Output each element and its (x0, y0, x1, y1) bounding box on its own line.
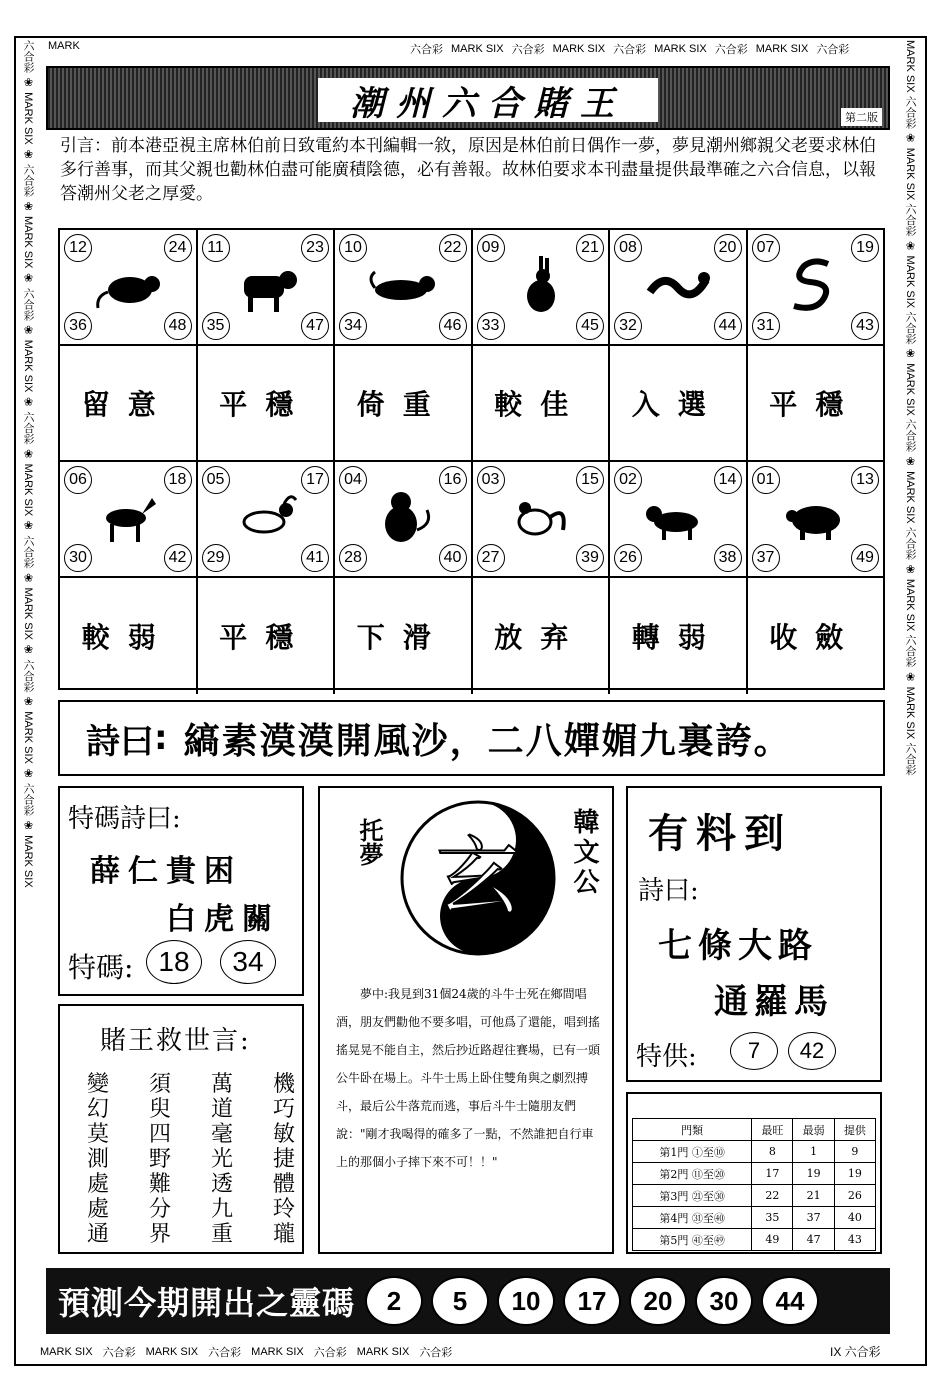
zodiac-number: 01 (752, 466, 780, 494)
poem-banner (58, 700, 885, 776)
watermark-lhc: 六合彩 (410, 44, 443, 56)
table-row (633, 1185, 876, 1207)
zodiac-cell (748, 462, 884, 576)
table-header: 門類 (633, 1119, 752, 1141)
watermark-lhc: 六合彩 (511, 44, 545, 56)
gambler-words-column: 須臾四野難分界 (148, 1072, 171, 1247)
zodiac-number: 34 (339, 312, 367, 340)
watermark-marksix: MARK SIX (904, 578, 916, 632)
table-header: 最弱 (793, 1119, 834, 1141)
zodiac-number: 17 (301, 466, 329, 494)
pig-icon (780, 484, 850, 550)
phrase-cell (60, 346, 198, 460)
special-poem-line2: 白虎關 (166, 902, 280, 937)
zodiac-cell (610, 462, 748, 576)
zodiac-phrase: 平穩 (769, 388, 862, 421)
zodiac-number: 28 (339, 544, 367, 572)
zodiac-number: 05 (202, 466, 230, 494)
watermark-lhc: 六合彩 (904, 742, 916, 776)
zodiac-number: 16 (439, 466, 467, 494)
watermark-marksix: MARK SIX (22, 215, 34, 269)
zodiac-number: 35 (202, 312, 230, 340)
watermark-lhc: 六合彩 (816, 44, 850, 56)
phrase-cell (335, 346, 473, 460)
table-row (633, 1229, 876, 1251)
watermark-marksix: MARK SIX (451, 43, 504, 55)
rooster-icon (505, 484, 575, 550)
zodiac-number: 29 (202, 544, 230, 572)
watermark-marksix: MARK SIX (40, 1346, 93, 1358)
watermark-marksix: MARK SIX (251, 1346, 304, 1358)
watermark-marksix: MARK SIX (552, 43, 606, 55)
zodiac-phrase: 放弃 (494, 621, 587, 654)
dog-icon (642, 484, 712, 550)
zodiac-number: 19 (851, 234, 879, 262)
special-code-label: 特碼: (68, 951, 134, 984)
table-cell: 19 (834, 1163, 875, 1185)
phrase-cell (60, 578, 198, 694)
zodiac-number: 43 (851, 312, 879, 340)
watermark-corner-bottom: IX 六合彩 (830, 1345, 881, 1359)
zodiac-number: 07 (752, 234, 780, 262)
zodiac-number: 32 (614, 312, 642, 340)
special-poem-line1: 薛仁貴困 (90, 854, 242, 889)
watermark-lhc: 六合彩 (22, 782, 34, 816)
watermark-lhc: 六合彩 (419, 1347, 453, 1359)
watermark-lhc: 六合彩 (613, 44, 647, 56)
zodiac-number: 18 (164, 466, 192, 494)
zodiac-number: 12 (64, 234, 92, 262)
prediction-ball: 30 (695, 1276, 753, 1326)
yinyang-emblem (398, 798, 558, 958)
title-bar (46, 66, 890, 130)
tiger-icon (367, 252, 437, 318)
rabbit-icon (505, 252, 575, 318)
watermark-strip-right: MARK SIX 六合彩 ❀ MARK SIX 六合彩 ❀ MARK SIX 六合彩 ❀ MARK SIX 六合彩 ❀ MARK SIX 六合彩 ❀ MARK SIX 六合彩 ❀ MARK SIX 六合彩 (904, 40, 916, 776)
zodiac-cell (60, 230, 198, 344)
poem-colon: : (154, 718, 168, 758)
zodiac-grid (58, 228, 885, 690)
zodiac-number: 48 (164, 312, 192, 340)
table-cell: 第2門 ⑪至⑳ (633, 1163, 752, 1185)
watermark-strip-left: 六合彩 ❀ MARK SIX ❀ 六合彩 ❀ MARK SIX ❀ 六合彩 ❀ MARK SIX ❀ 六合彩 ❀ MARK SIX ❀ 六合彩 ❀ MARK SIX ❀ 六合彩 ❀ MARK SIX ❀ 六合彩 ❀ MARK SIX (22, 40, 34, 888)
monkey-icon (367, 484, 437, 550)
zodiac-number: 31 (752, 312, 780, 340)
zodiac-number: 04 (339, 466, 367, 494)
phrase-row-1 (60, 346, 883, 462)
table-cell: 40 (834, 1207, 875, 1229)
watermark-lhc: 六合彩 (904, 418, 916, 452)
table-cell: 第3門 ㉑至㉚ (633, 1185, 752, 1207)
zodiac-number: 03 (477, 466, 505, 494)
prediction-ball: 44 (761, 1276, 819, 1326)
phrase-cell (473, 346, 611, 460)
zodiac-number: 33 (477, 312, 505, 340)
watermark-marksix: MARK SIX (22, 463, 34, 517)
watermark-lhc: 六合彩 (22, 659, 34, 693)
prediction-ball: 20 (629, 1276, 687, 1326)
phrase-row-2 (60, 578, 883, 694)
watermark-lhc: 六合彩 (313, 1347, 347, 1359)
zodiac-cell (610, 230, 748, 344)
zodiac-phrase: 入選 (631, 388, 724, 421)
prediction-ball: 10 (497, 1276, 555, 1326)
watermark-lhc: 六合彩 (22, 287, 34, 321)
zodiac-number: 02 (614, 466, 642, 494)
intro-paragraph: 引言：前本港亞視主席林伯前日致電約本刊編輯一敘，原因是林伯前日偶作一夢，夢見潮州鄉親父老要求林伯多行善事，而其父親也勸林伯盡可能廣積陰德，必有善報。故林伯要求本刊盡量提供最準確之六合信息，以報答潮州父老之厚愛。 (60, 136, 876, 204)
watermark-marksix: MARK SIX (904, 255, 916, 309)
zodiac-cell (198, 230, 336, 344)
zodiac-phrase: 留意 (81, 388, 174, 421)
watermark-marksix: MARK SIX (22, 587, 34, 641)
zodiac-number: 22 (439, 234, 467, 262)
watermark-marksix: MARK SIX (22, 711, 34, 764)
page-title: 潮州六合賭王 (318, 78, 658, 122)
zodiac-number: 37 (752, 544, 780, 572)
gate-table (632, 1118, 876, 1251)
prediction-label: 預測今期開出之靈碼 (58, 1284, 356, 1322)
prediction-balls (365, 1276, 819, 1326)
tip-poem-line2: 通羅馬 (714, 982, 834, 1022)
phrase-cell (198, 578, 336, 694)
watermark-marksix: MARK SIX (654, 43, 707, 55)
zodiac-number: 09 (477, 234, 505, 262)
watermark-lhc: 六合彩 (904, 95, 916, 129)
tip-panel (626, 786, 882, 1082)
zodiac-phrase: 較弱 (81, 621, 174, 654)
poem-label: 詩曰 (86, 721, 154, 762)
table-cell: 第1門 ①至⑩ (633, 1141, 752, 1163)
zodiac-number: 14 (714, 466, 742, 494)
watermark-marksix: MARK SIX (22, 92, 34, 145)
watermark-lhc: 六合彩 (904, 311, 916, 345)
phrase-cell (473, 578, 611, 694)
gambler-words-columns (86, 1072, 296, 1247)
watermark-marksix: MARK SIX (755, 43, 809, 55)
table-row (633, 1141, 876, 1163)
watermark-marksix: MARK SIX (356, 1346, 410, 1358)
zodiac-number: 39 (576, 544, 604, 572)
table-cell: 17 (752, 1163, 793, 1185)
phrase-cell (748, 346, 884, 460)
zodiac-number: 47 (301, 312, 329, 340)
zodiac-row-2 (60, 462, 883, 578)
watermark-lhc: 六合彩 (22, 411, 34, 445)
watermark-lhc: 六合彩 (904, 526, 916, 560)
watermark-lhc: 六合彩 (904, 203, 916, 237)
watermark-strip-bottom (40, 1340, 460, 1364)
zodiac-number: 27 (477, 544, 505, 572)
zodiac-phrase: 較佳 (494, 388, 587, 421)
phrase-cell (748, 578, 884, 694)
prediction-ball: 5 (431, 1276, 489, 1326)
zodiac-number: 15 (576, 466, 604, 494)
ox-icon (230, 252, 300, 318)
watermark-lhc: 六合彩 (904, 634, 916, 668)
phrase-cell (198, 346, 336, 460)
zodiac-number: 23 (301, 234, 329, 262)
watermark-lhc: 六合彩 (208, 1347, 242, 1359)
dream-panel (318, 786, 614, 1254)
zodiac-cell (335, 462, 473, 576)
tip-special-number: 42 (788, 1032, 836, 1070)
zodiac-number: 38 (714, 544, 742, 572)
table-row (633, 1163, 876, 1185)
zodiac-number: 24 (164, 234, 192, 262)
zodiac-cell (198, 462, 336, 576)
zodiac-number: 26 (614, 544, 642, 572)
zodiac-cell (748, 230, 884, 344)
emblem-glyph: 玄 (435, 828, 521, 926)
rat-icon (92, 252, 162, 318)
horse-icon (92, 484, 162, 550)
gambler-words-column: 萬道毫光透九重 (210, 1072, 233, 1247)
zodiac-number: 36 (64, 312, 92, 340)
table-cell: 9 (834, 1141, 875, 1163)
table-cell: 21 (793, 1185, 834, 1207)
table-row (633, 1207, 876, 1229)
dream-left-label: 托夢 (355, 818, 384, 866)
phrase-cell (610, 578, 748, 694)
zodiac-phrase: 平穩 (219, 388, 312, 421)
table-cell: 1 (793, 1141, 834, 1163)
zodiac-row-1 (60, 230, 883, 346)
zodiac-cell (473, 230, 611, 344)
gate-table-panel (626, 1092, 882, 1254)
zodiac-number: 10 (339, 234, 367, 262)
gambler-words-column: 機巧敏捷體玲瓏 (272, 1072, 295, 1247)
zodiac-number: 46 (439, 312, 467, 340)
phrase-cell (335, 578, 473, 694)
zodiac-number: 30 (64, 544, 92, 572)
zodiac-cell (60, 462, 198, 576)
goat-icon (230, 484, 300, 550)
tip-header: 有料到 (648, 811, 792, 857)
special-code-number: 34 (220, 940, 276, 984)
phrase-cell (610, 346, 748, 460)
zodiac-number: 41 (301, 544, 329, 572)
table-cell: 第5門 ㊶至㊾ (633, 1229, 752, 1251)
zodiac-number: 45 (576, 312, 604, 340)
zodiac-phrase: 倚重 (356, 388, 449, 421)
zodiac-number: 11 (202, 234, 230, 262)
dream-story: 夢中:我見到31個24歲的斗牛士死在鄉間唱酒，朋友們勸他不要多唱，可他爲了還能，唱到搖搖晃晃不能自主，然后抄近路趕往賽場，已有一頭公牛卧在場上。斗牛士馬上卧住雙角與之劇烈搏斗，最后公牛落荒而逃，事后斗牛士隨朋友們說："剛才我喝得的確多了一點，不然誰把自行車上的那個小子摔下來不可！！" (336, 987, 601, 1169)
zodiac-number: 44 (714, 312, 742, 340)
watermark-marksix: MARK SIX (904, 363, 916, 416)
watermark-strip-top (410, 36, 890, 62)
table-cell: 47 (793, 1229, 834, 1251)
tip-special-label: 特供: (636, 1042, 697, 1072)
zodiac-cell (473, 462, 611, 576)
zodiac-number: 08 (614, 234, 642, 262)
table-cell: 19 (793, 1163, 834, 1185)
table-cell: 22 (752, 1185, 793, 1207)
special-poem-label: 特碼詩曰: (68, 804, 181, 834)
zodiac-number: 20 (714, 234, 742, 262)
snake-icon (780, 252, 850, 318)
zodiac-number: 42 (164, 544, 192, 572)
tip-poem-label: 詩曰: (638, 876, 699, 906)
special-poem-panel (58, 786, 304, 996)
watermark-lhc: 六合彩 (102, 1347, 136, 1359)
edition-label: 第二版 (841, 108, 882, 126)
watermark-marksix: MARK SIX (904, 471, 916, 524)
zodiac-number: 49 (851, 544, 879, 572)
zodiac-number: 40 (439, 544, 467, 572)
tip-special-number: 7 (730, 1032, 778, 1070)
table-cell: 43 (834, 1229, 875, 1251)
watermark-lhc: 六合彩 (22, 163, 34, 197)
table-cell: 49 (752, 1229, 793, 1251)
watermark-lhc: 六合彩 (22, 40, 34, 73)
zodiac-number: 13 (851, 466, 879, 494)
watermark-marksix: MARK SIX (904, 147, 916, 201)
zodiac-phrase: 轉弱 (631, 621, 724, 654)
dragon-icon (642, 252, 712, 318)
table-cell: 26 (834, 1185, 875, 1207)
watermark-lhc: 六合彩 (22, 535, 34, 569)
prediction-ball: 17 (563, 1276, 621, 1326)
watermark-marksix: MARK SIX (145, 1346, 199, 1358)
table-header-row (633, 1119, 876, 1141)
zodiac-phrase: 下滑 (356, 621, 449, 654)
tip-poem-line1: 七條大路 (658, 926, 818, 966)
watermark-lhc: 六合彩 (714, 44, 748, 56)
table-header: 提供 (834, 1119, 875, 1141)
prediction-ball: 2 (365, 1276, 423, 1326)
table-header: 最旺 (752, 1119, 793, 1141)
watermark-marksix: MARK SIX (22, 339, 34, 393)
table-cell: 8 (752, 1141, 793, 1163)
table-cell: 35 (752, 1207, 793, 1229)
zodiac-number: 06 (64, 466, 92, 494)
watermark-marksix: MARK SIX (904, 40, 916, 93)
zodiac-phrase: 收斂 (769, 621, 862, 654)
special-code-number: 18 (146, 940, 202, 984)
poem-text: 縞素漠漠開風沙，二八嬋媚九裏誇。 (183, 720, 792, 762)
watermark-corner-top: MARK (48, 40, 80, 52)
watermark-marksix: MARK SIX (904, 686, 916, 740)
table-cell: 第4門 ㉛至㊵ (633, 1207, 752, 1229)
prediction-bar (46, 1268, 890, 1334)
zodiac-number: 21 (576, 234, 604, 262)
dream-right-label: 韓文公 (569, 808, 599, 898)
zodiac-cell (335, 230, 473, 344)
gambler-words-title: 賭王救世言: (100, 1026, 251, 1056)
watermark-marksix: MARK SIX (22, 835, 34, 888)
table-cell: 37 (793, 1207, 834, 1229)
gambler-words-panel (58, 1004, 304, 1254)
gambler-words-column: 變幻莫測處處通 (86, 1072, 109, 1247)
zodiac-phrase: 平穩 (219, 621, 312, 654)
